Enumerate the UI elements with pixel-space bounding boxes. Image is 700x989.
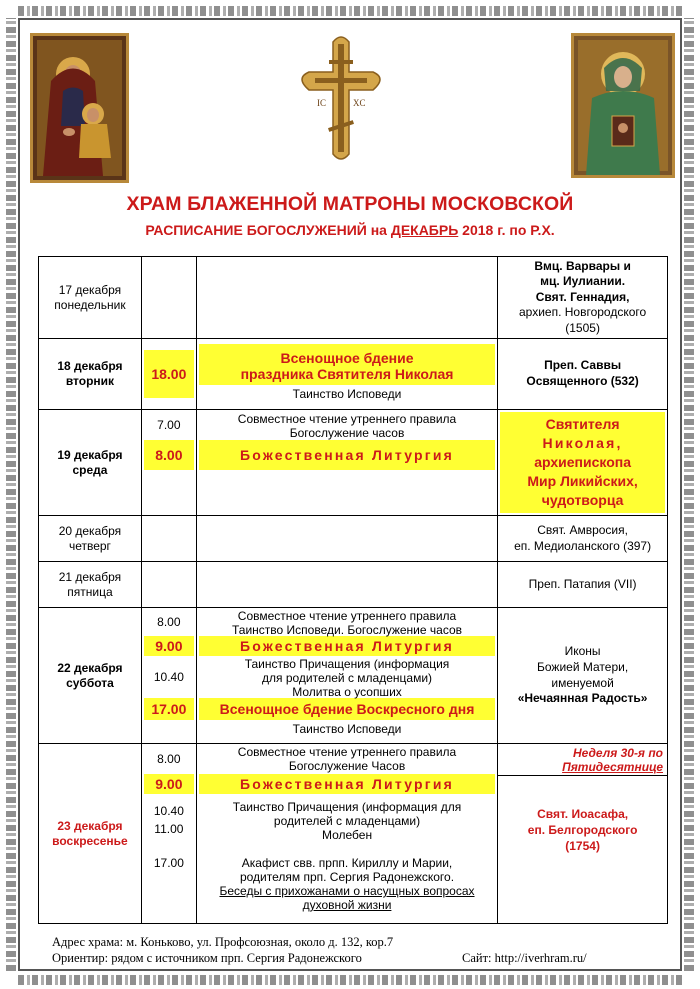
service-time: 8.00 [144, 440, 194, 470]
border-ornament-bottom [18, 975, 682, 985]
day-weekday: понедельник [54, 297, 126, 312]
service-text: Богослужение Часов [288, 759, 406, 773]
service-time: 8.00 [157, 615, 181, 629]
saint-line: Божией Матери, [537, 659, 629, 674]
service-text: родителей с младенцами) [273, 814, 421, 828]
saint-line: Освященного (532) [526, 374, 639, 388]
saint-line: Свят. Геннадия, [535, 289, 630, 304]
saint-line: именуемой [551, 675, 614, 690]
time-cell [141, 339, 196, 410]
time-cell [141, 257, 196, 339]
saint-line: чудотворца [541, 492, 624, 508]
service-text: Богослужение часов [289, 426, 405, 440]
service-time: 7.00 [157, 418, 181, 432]
service-note: Таинство Исповеди [292, 722, 402, 736]
day-cell [39, 516, 142, 562]
day-date: 21 декабря [58, 569, 122, 584]
week-note: Пятидесятнице [562, 760, 663, 774]
temple-landmark: Ориентир: рядом с источником прп. Сергия Радонежского [52, 951, 362, 965]
saint-line: архиепископа [534, 454, 631, 470]
table-row [39, 562, 668, 608]
saint-cell [498, 744, 668, 924]
day-cell [39, 339, 142, 410]
service-cell [196, 608, 497, 744]
service-text: родителям прп. Сергия Радонежского. [239, 870, 455, 884]
saint-line: Иконы [564, 644, 601, 659]
service-text: Таинство Причащения (информация для [232, 800, 462, 814]
border-ornament-top [18, 6, 682, 16]
saint-line: еп. Белгородского [527, 823, 638, 837]
day-date: 20 декабря [58, 523, 122, 538]
service-text: для родителей с младенцами) [261, 671, 433, 685]
day-cell [39, 562, 142, 608]
saint-cell [498, 516, 668, 562]
table-row [39, 257, 668, 339]
service-title: Божественная Литургия [199, 440, 495, 470]
service-time: 8.00 [157, 752, 181, 766]
saint-line: (1505) [565, 320, 600, 335]
table-row [39, 608, 668, 744]
service-cell [196, 744, 497, 924]
day-weekday: среда [72, 462, 108, 477]
service-time: 17.00 [153, 856, 184, 870]
saint-line: Преп. Патапия (VII) [528, 576, 637, 591]
saint-line: Вмц. Варвары и [534, 258, 631, 273]
service-cell [196, 516, 497, 562]
service-time: 10.40 [153, 670, 184, 684]
service-text: Акафист свв. прпп. Кириллу и Марии, [241, 856, 453, 870]
service-text: Таинство Причащения (информация [244, 657, 450, 671]
table-row [39, 516, 668, 562]
site-link[interactable]: Сайт: http://iverhram.ru/ [462, 951, 587, 965]
border-ornament-left [6, 18, 16, 971]
subtitle-month: ДЕКАБРЬ [390, 222, 459, 238]
service-text: Молебен [321, 828, 373, 842]
orthodox-cross-emblem [295, 32, 387, 164]
service-text: духовной жизни [302, 898, 392, 912]
service-text: Совместное чтение утреннего правила [237, 412, 457, 426]
border-ornament-right [684, 18, 694, 971]
matrona-icon [571, 33, 675, 178]
day-date: 17 декабря [58, 282, 122, 297]
time-cell [141, 744, 196, 924]
day-cell [39, 608, 142, 744]
service-title: Всенощное бдение Воскресного дня [199, 698, 495, 720]
saint-line: «Нечаянная Радость» [517, 691, 648, 706]
time-cell [141, 516, 196, 562]
service-text: Беседы с прихожанами о насущных вопросах [219, 884, 475, 898]
table-row [39, 410, 668, 516]
service-time: 10.40 [153, 804, 184, 818]
service-title: Божественная Литургия [199, 774, 495, 794]
day-cell [39, 410, 142, 516]
subtitle-before: РАСПИСАНИЕ БОГОСЛУЖЕНИЙ на [145, 222, 391, 238]
time-cell [141, 608, 196, 744]
service-title: праздника Святителя Николая [240, 366, 454, 382]
day-weekday: четверг [68, 538, 111, 553]
day-cell [39, 744, 142, 924]
temple-address: Адрес храма: м. Коньково, ул. Профсоюзная, около д. 132, кор.7 [52, 935, 394, 949]
saint-cell [498, 562, 668, 608]
saint-line: Преп. Саввы [544, 358, 622, 373]
day-weekday: пятница [67, 584, 113, 599]
saint-line: еп. Медиоланского (397) [514, 538, 652, 553]
service-title: Всенощное бдение [280, 350, 414, 366]
time-cell [141, 562, 196, 608]
page-title: ХРАМ БЛАЖЕННОЙ МАТРОНЫ МОСКОВСКОЙ [126, 193, 574, 215]
page-subtitle [0, 222, 700, 238]
saint-line: мц. Иулиании. [540, 274, 626, 289]
saint-line: Святителя [545, 416, 620, 432]
saint-line: Мир Ликийских, [527, 473, 638, 489]
service-cell [196, 339, 497, 410]
theotokos-icon [30, 33, 129, 183]
saint-line: Свят. Иоасафа, [537, 807, 629, 821]
cross-ic-label: IC [317, 98, 326, 108]
service-text: Молитва о усопших [292, 685, 402, 699]
service-text: Таинство Исповеди. Богослужение часов [232, 623, 462, 637]
day-date: 23 декабря [57, 818, 123, 833]
saint-cell [498, 339, 668, 410]
service-time: 18.00 [144, 350, 194, 398]
service-text: Совместное чтение утреннего правила [237, 745, 457, 759]
saint-line: Николая, [542, 435, 623, 451]
subtitle-after: 2018 г. по Р.Х. [458, 222, 555, 238]
service-time: 9.00 [144, 636, 194, 656]
cross-xc-label: XC [353, 98, 366, 108]
service-cell [196, 257, 497, 339]
saint-cell [498, 257, 668, 339]
service-cell [196, 410, 497, 516]
day-weekday: суббота [66, 675, 114, 690]
saint-line: (1754) [565, 839, 600, 853]
saint-cell [498, 608, 668, 744]
service-text: Совместное чтение утреннего правила [237, 609, 457, 623]
table-row [39, 744, 668, 924]
day-weekday: вторник [65, 374, 115, 388]
table-row [39, 339, 668, 410]
day-cell [39, 257, 142, 339]
day-date: 19 декабря [57, 447, 123, 462]
day-date: 18 декабря [57, 359, 123, 373]
schedule-table [38, 256, 668, 924]
service-time: 17.00 [144, 698, 194, 720]
saint-line: архиеп. Новгородского [519, 305, 647, 320]
service-time: 11.00 [154, 822, 184, 836]
service-note: Таинство Исповеди [292, 387, 402, 401]
service-title: Божественная Литургия [199, 636, 495, 656]
time-cell [141, 410, 196, 516]
saint-cell [498, 410, 668, 516]
service-time: 9.00 [144, 774, 194, 794]
service-cell [196, 562, 497, 608]
day-weekday: воскресенье [52, 833, 128, 848]
week-note: Неделя 30-я по [573, 746, 663, 760]
day-date: 22 декабря [57, 660, 123, 675]
saint-line: Свят. Амвросия, [537, 522, 628, 537]
